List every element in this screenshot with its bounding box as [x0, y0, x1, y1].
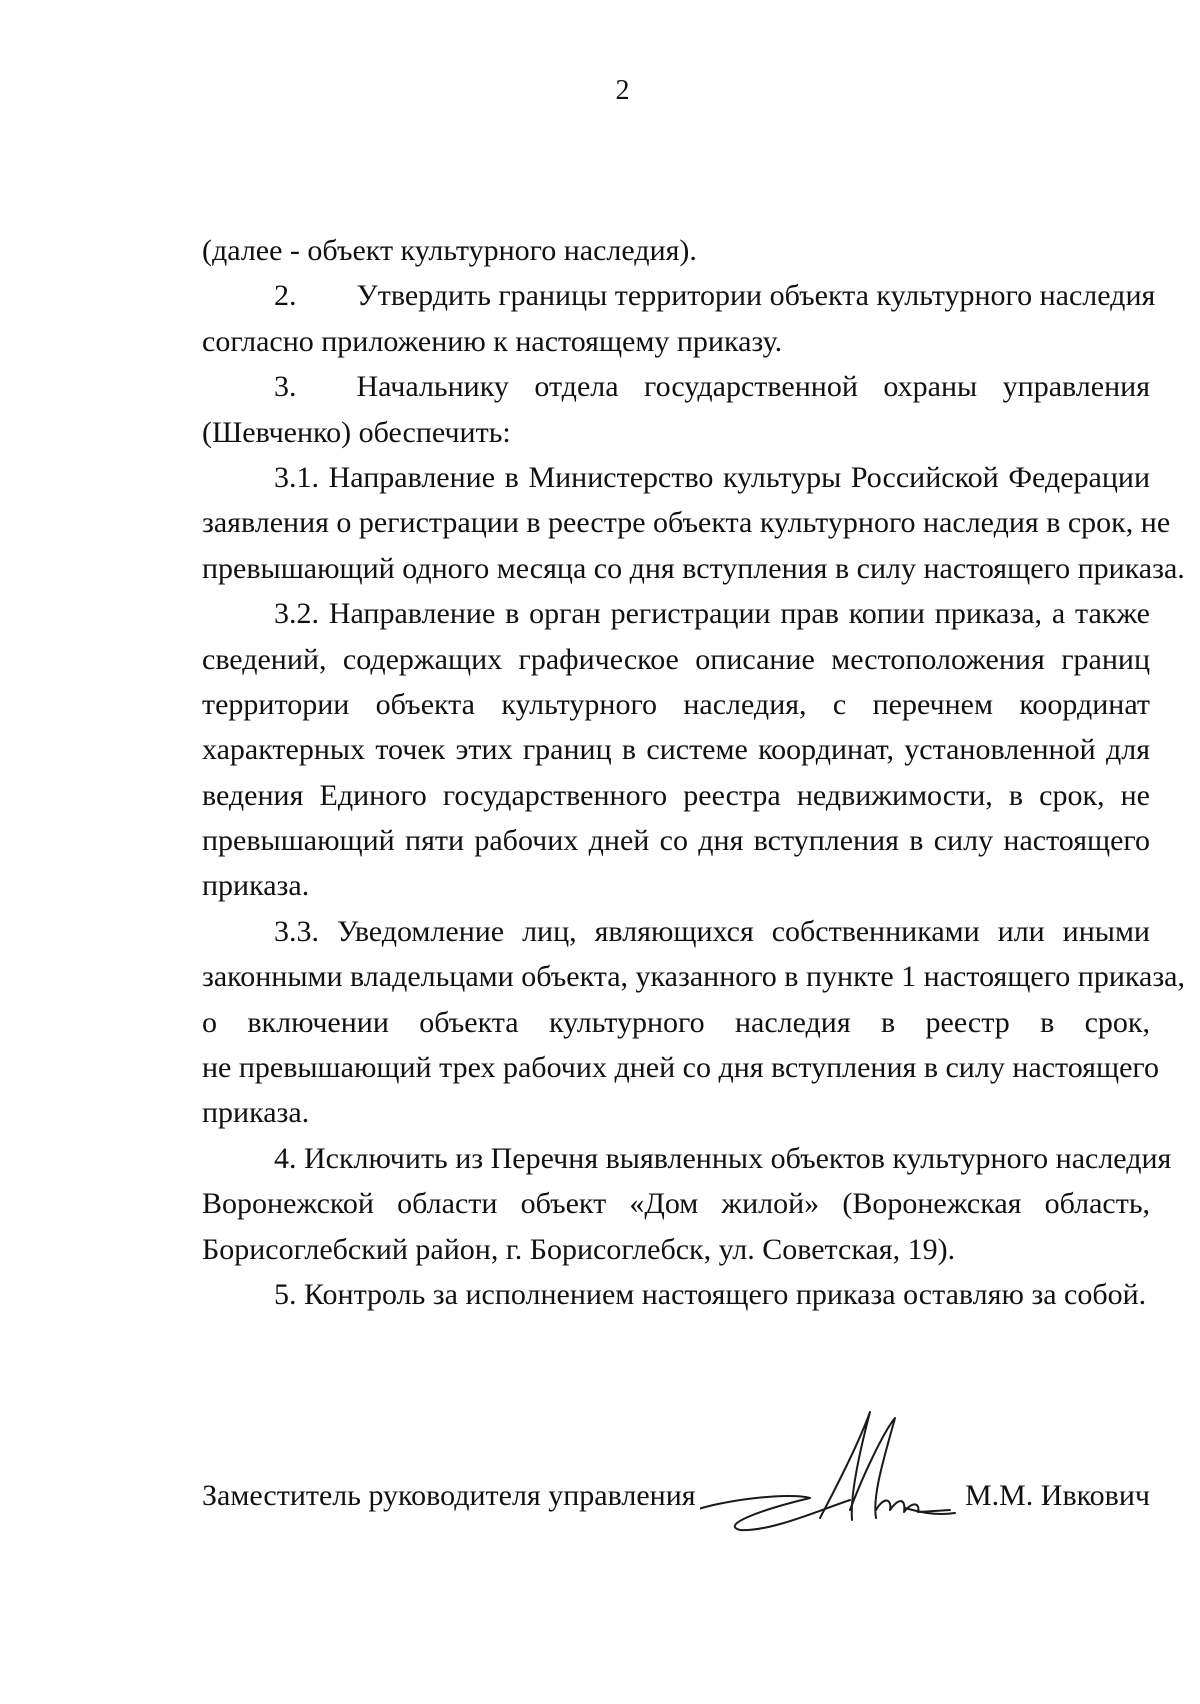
handwritten-signature [700, 1400, 960, 1550]
text-line: ведения Единого государственного реестра недвижимости, в срок, не [202, 778, 1150, 812]
text-line: (далее - объект культурного наследия). [202, 234, 697, 267]
text-line: 3.3. Уведомление лиц, являющихся собственниками или иными [274, 914, 1150, 948]
text-line: 3.1. Направление в Министерство культуры Российской Федерации [274, 460, 1150, 494]
text-line: не превышающий трех рабочих дней со дня вступления в силу настоящего [202, 1051, 1159, 1085]
text-line: 3. Начальнику отдела государственной охраны управления [274, 370, 1150, 404]
text-line: приказа. [202, 1096, 310, 1130]
document-body [202, 228, 1185, 1317]
text-line: 2. Утвердить границы территории объекта культурного наследия [274, 279, 1156, 313]
text-line: характерных точек этих границ в системе координат, установленной для [202, 733, 1150, 767]
text-line: Борисоглебский район, г. Борисоглебск, ул. Советская, 19). [202, 1232, 956, 1266]
text-line: превышающий пяти рабочих дней со дня вступления в силу настоящего [202, 824, 1150, 858]
signatory-title: Заместитель руководителя управления [202, 1479, 696, 1512]
text-line: сведений, содержащих графическое описание местоположения границ [202, 642, 1150, 676]
text-line: превышающий одного месяца со дня вступления в силу настоящего приказа. [202, 551, 1185, 585]
text-line: заявления о регистрации в реестре объекта культурного наследия в срок, не [202, 506, 1171, 540]
signature-block [202, 1473, 1150, 1533]
text-line: согласно приложению к настоящему приказу. [202, 324, 783, 358]
signatory-name: М.М. Ивкович [964, 1479, 1150, 1512]
text-line: Воронежской области объект «Дом жилой» (Воронежская область, [202, 1187, 1150, 1221]
text-line: 4. Исключить из Перечня выявленных объектов культурного наследия [274, 1141, 1172, 1175]
page-number: 2 [615, 75, 630, 106]
text-line: законными владельцами объекта, указанного в пункте 1 настоящего приказа, [202, 960, 1185, 994]
text-line: приказа. [202, 869, 310, 903]
text-line: 5. Контроль за исполнением настоящего приказа оставляю за собой. [274, 1277, 1147, 1311]
text-line: 3.2. Направление в орган регистрации прав копии приказа, а также [274, 597, 1150, 631]
text-line: о включении объекта культурного наследия в реестр в срок, [202, 1005, 1150, 1039]
text-line: территории объекта культурного наследия, с перечнем координат [202, 687, 1150, 721]
text-line: (Шевченко) обеспечить: [202, 415, 511, 449]
